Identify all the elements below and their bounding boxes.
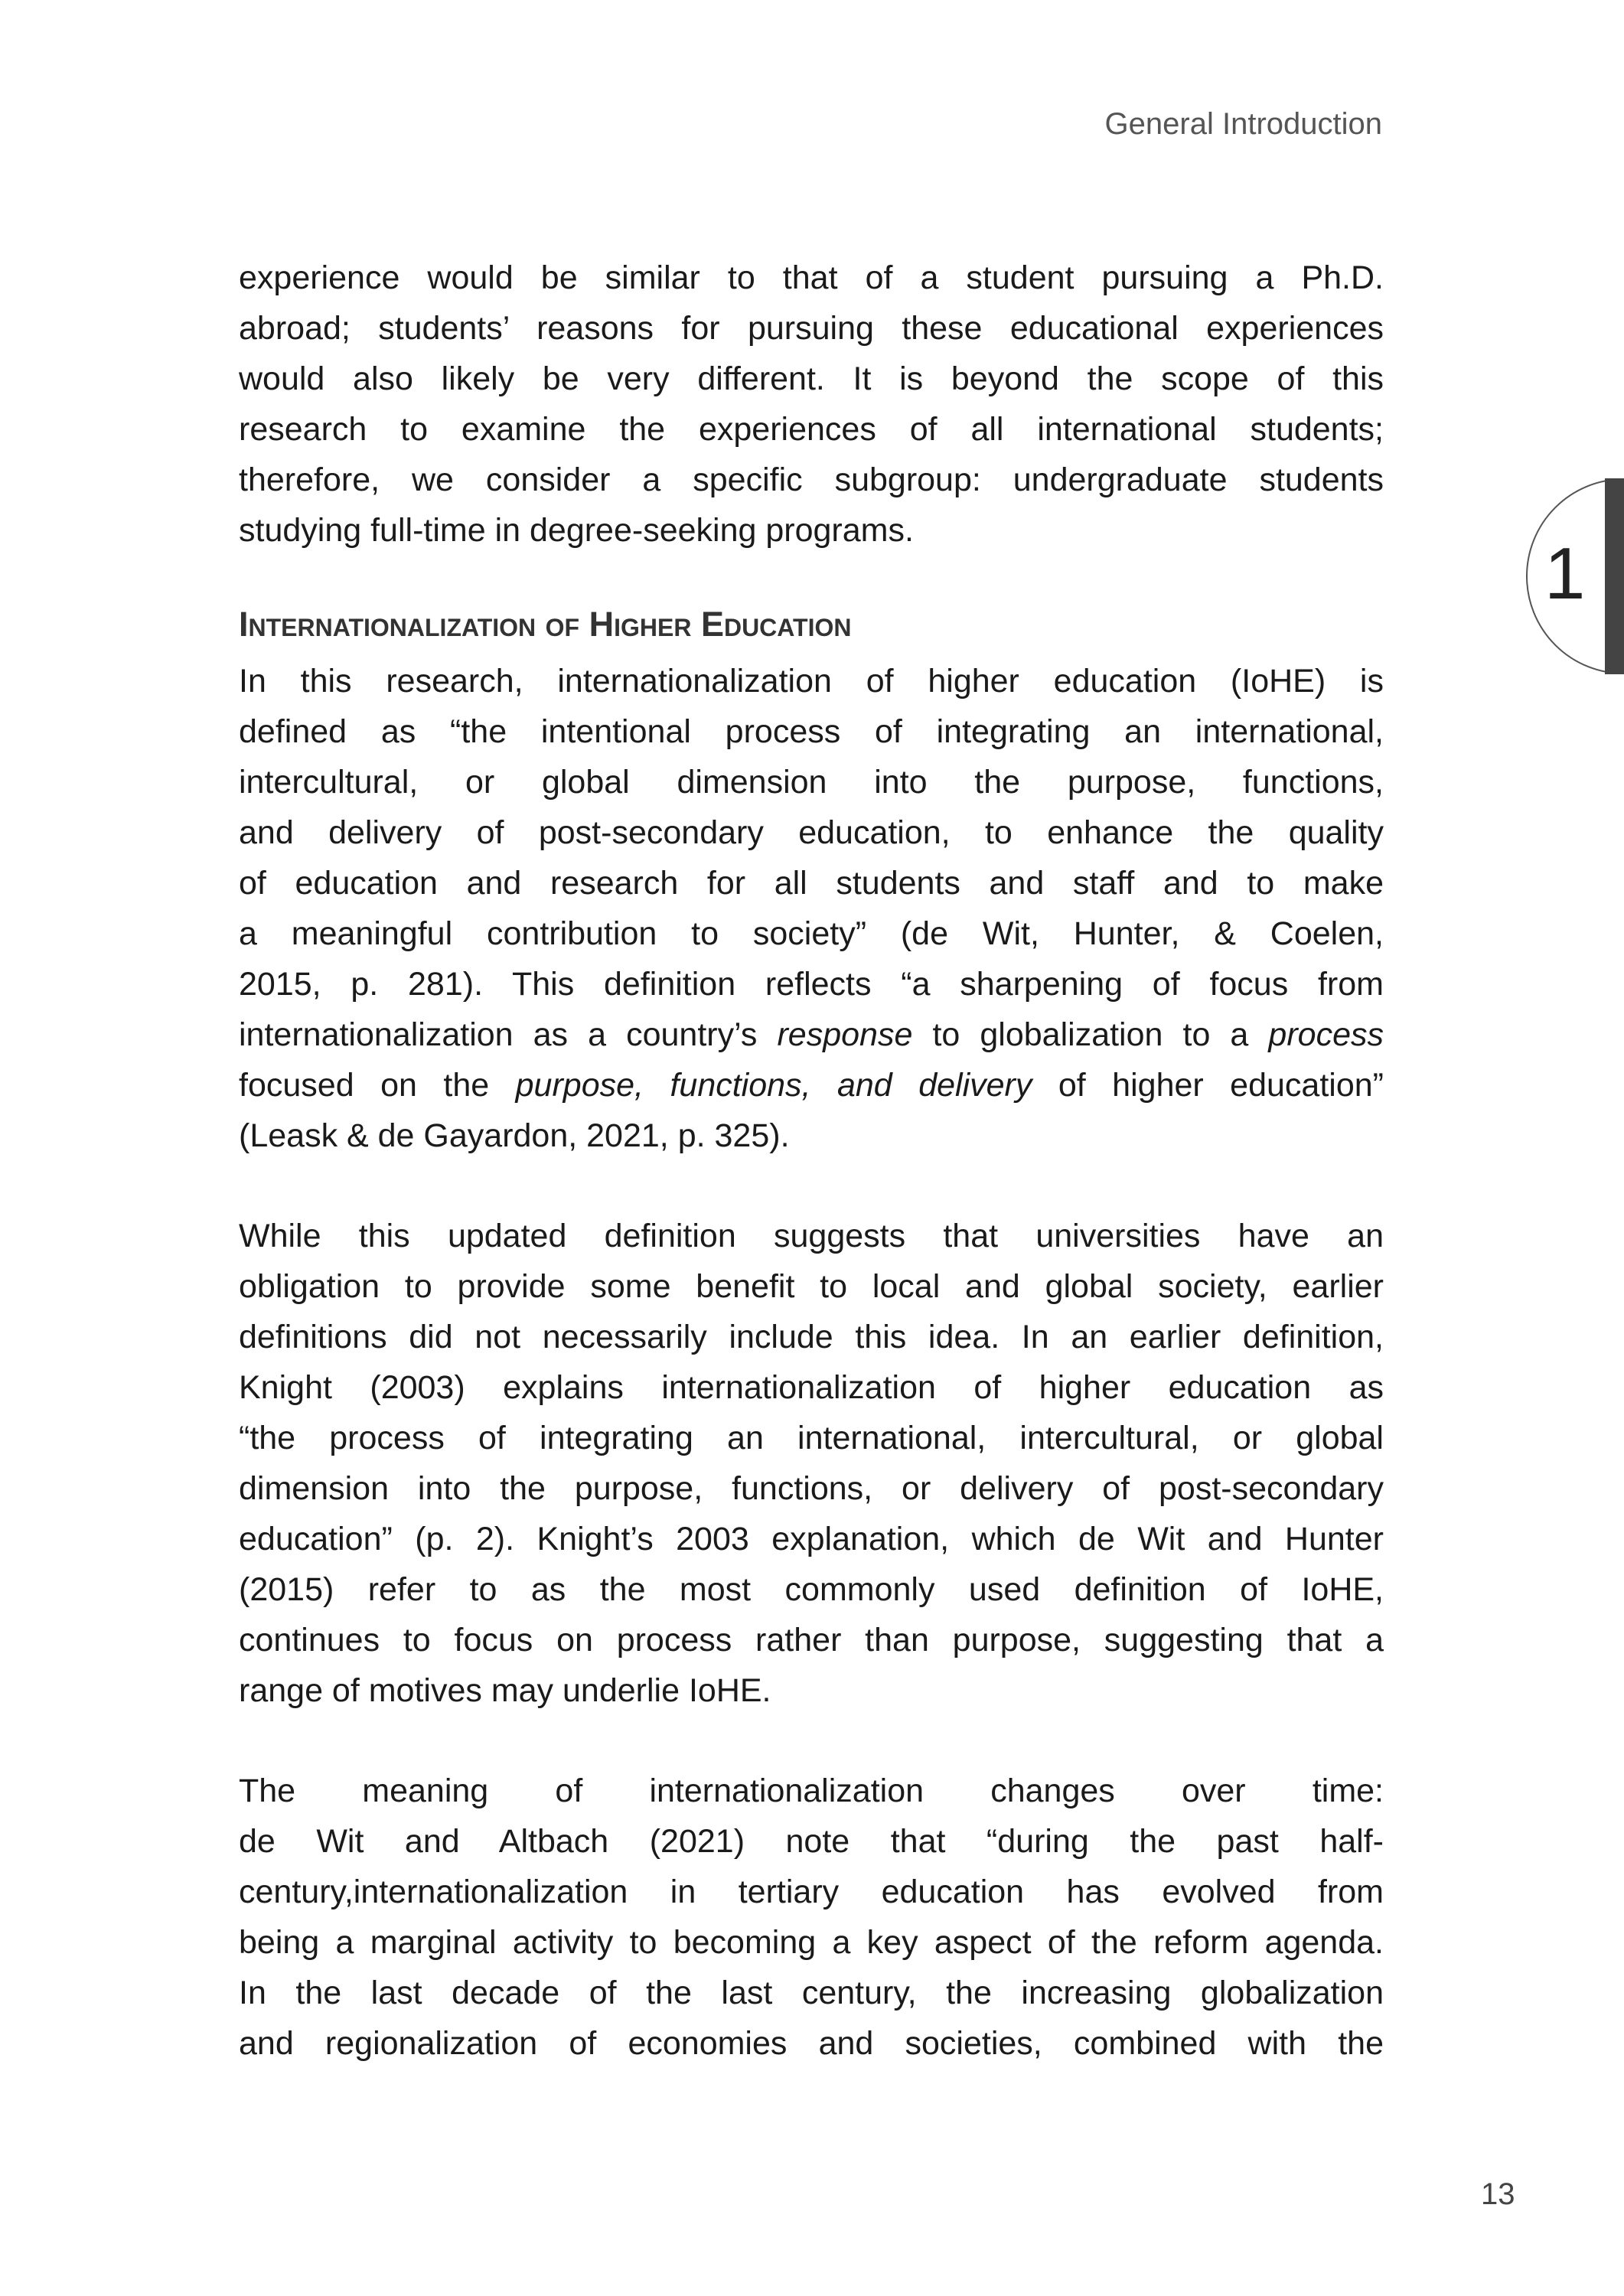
paragraph-2 [239,656,1384,1161]
text-line [239,1009,1384,1060]
text-line: abroad; students’ reasons for pursuing these educational experiences [239,310,1384,347]
text-line: “the process of integrating an international, intercultural, or global [239,1420,1384,1456]
text-line: would also likely be very different. It is beyond the scope of this [239,360,1384,397]
text-line: being a marginal activity to becoming a key aspect of the reform agenda. [239,1924,1384,1961]
text-line: intercultural, or global dimension into the purpose, functions, [239,764,1384,801]
italic-term: response [777,1016,913,1053]
text-line: Knight (2003) explains internationalization of higher education as [239,1369,1384,1406]
text-line: 2015, p. 281). This definition reflects “a sharpening of focus from [239,966,1384,1003]
text-line: (2015) refer to as the most commonly used definition of IoHE, [239,1571,1384,1608]
text-segment: focused on the [239,1067,516,1104]
text-line: experience would be similar to that of a student pursuing a Ph.D. [239,259,1384,296]
text-line: defined as “the intentional process of integrating an international, [239,713,1384,750]
paragraph-1 [239,253,1384,556]
text-segment: to globalization to a [912,1016,1269,1053]
text-line: a meaningful contribution to society” (de Wit, Hunter, & Coelen, [239,915,1384,952]
text-line: In this research, internationalization of higher education (IoHE) is [239,663,1384,700]
text-line: dimension into the purpose, functions, or delivery of post-secondary [239,1470,1384,1507]
text-line: definitions did not necessarily include this idea. In an earlier definition, [239,1319,1384,1355]
text-line: continues to focus on process rather than purpose, suggesting that a [239,1622,1384,1658]
text-line: In the last decade of the last century, the increasing globalization [239,1975,1384,2011]
text-line: While this updated definition suggests that universities have an [239,1218,1384,1254]
text-line: The meaning of internationalization changes over time: [239,1773,1384,1809]
text-line: range of motives may underlie IoHE. [239,1672,771,1709]
page-number: 13 [1481,2177,1515,2211]
text-line: of education and research for all students and staff and to make [239,865,1384,902]
paragraph-3 [239,1211,1384,1716]
text-line: (Leask & de Gayardon, 2021, p. 325). [239,1117,790,1154]
text-line: and delivery of post-secondary education, to enhance the quality [239,814,1384,851]
text-line: and regionalization of economies and societies, combined with the [239,2025,1384,2062]
italic-term: process [1268,1016,1384,1053]
text-line: century,internationalization in tertiary education has evolved from [239,1874,1384,1910]
chapter-tab-bar [1605,478,1624,674]
text-line: studying full-time in degree-seeking programs. [239,512,914,549]
running-head: General Introduction [1104,107,1382,141]
paragraph-4 [239,1766,1384,2069]
section-heading: Internationalization of Higher Education [239,605,852,644]
text-line: therefore, we consider a specific subgroup: undergraduate students [239,461,1384,498]
chapter-number: 1 [1544,533,1586,615]
text-line: education” (p. 2). Knight’s 2003 explanation, which de Wit and Hunter [239,1521,1384,1557]
text-line: research to examine the experiences of all international students; [239,411,1384,448]
text-line [239,1060,1384,1110]
text-segment: of higher education” [1032,1067,1384,1104]
italic-term: purpose, functions, and delivery [515,1067,1032,1104]
text-line: de Wit and Altbach (2021) note that “during the past half- [239,1823,1384,1860]
text-line: obligation to provide some benefit to local and global society, earlier [239,1268,1384,1305]
text-segment: internationalization as a country’s [239,1016,778,1053]
